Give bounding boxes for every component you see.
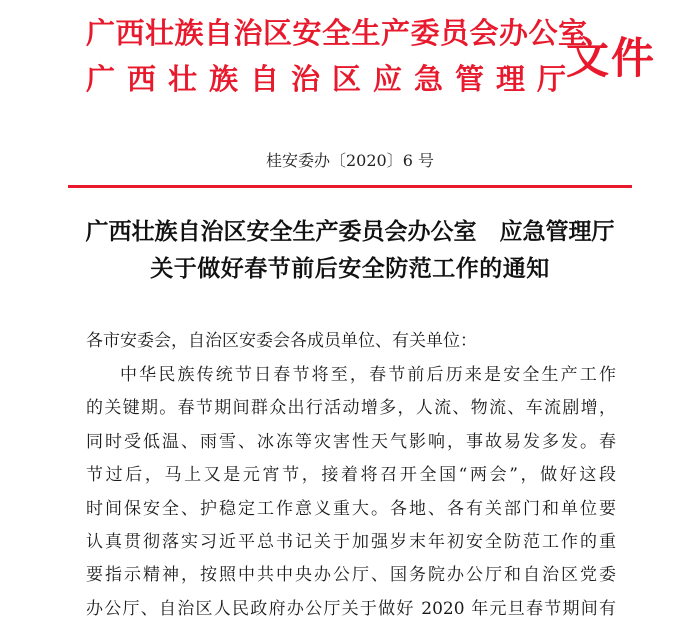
document-type-label: 文件 [566,34,656,84]
document-header [0,0,700,120]
paragraph-line: 中华民族传统节日春节将至，春节前后历来是安全生产工作 [120,365,616,385]
paragraph-line: 节过后，马上又是元宵节，接着将召开全国“两会”，做好这段 [86,465,616,486]
title-line-2: 关于做好春节前后安全防范工作的通知 [150,256,550,282]
paragraph-line: 同时受低温、雨雪、冰冻等灾害性天气影响，事故易发多发。春 [86,431,616,452]
document-number: 桂安委办〔2020〕6 号 [266,151,434,170]
issuer-line-1: 广西壮族自治区安全生产委员会办公室 [86,16,588,50]
issuer-line-2: 广西壮族自治区应急管理厅 [86,62,579,96]
paragraph-line: 要指示精神，按照中共中央办公厅、国务院办公厅和自治区党委 [86,565,616,586]
paragraph-line: 时间保安全、护稳定工作意义重大。各地、各有关部门和单位要 [86,498,616,519]
red-divider-rule [68,185,632,188]
paragraph-line: 的关键期。春节期间群众出行活动增多，人流、物流、车流剧增， [86,398,616,419]
paragraph-line: 认真贯彻落实习近平总书记关于加强岁末年初安全防范工作的重 [86,532,616,553]
paragraph-line: 办公厅、自治区人民政府办公厅关于做好 2020 年元旦春节期间有 [86,598,616,619]
body-paragraph [86,359,616,626]
salutation: 各市安委会，自治区安委会各成员单位、有关单位： [86,331,477,351]
title-line-1: 广西壮族自治区安全生产委员会办公室 应急管理厅 [85,219,615,245]
